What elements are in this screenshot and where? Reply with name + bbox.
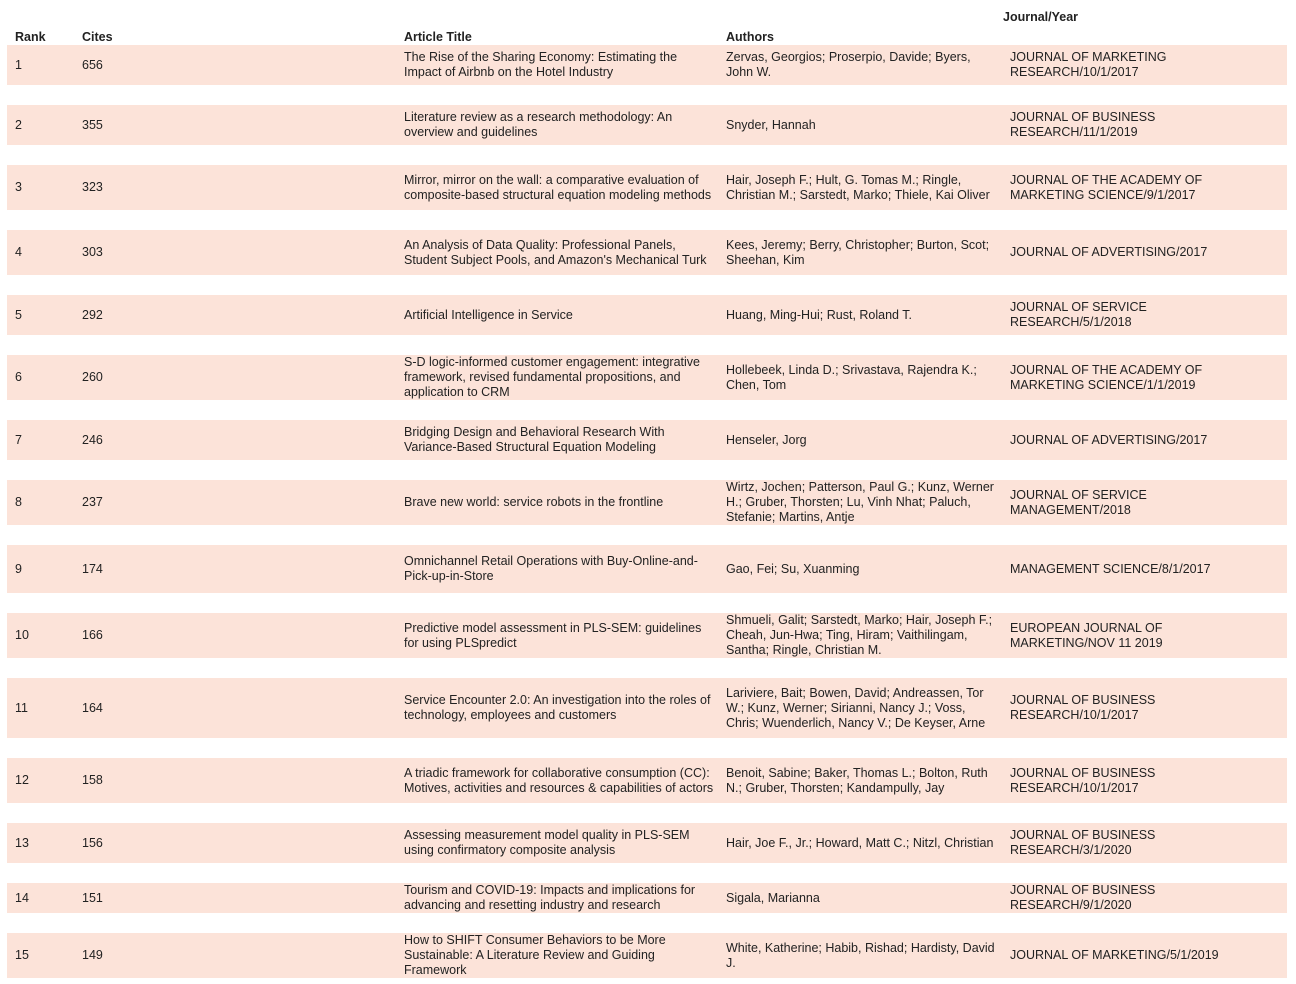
cites-cell: 246	[82, 432, 103, 447]
article-title-cell: How to SHIFT Consumer Behaviors to be More Sustainable: A Literature Review and Guiding Framework	[404, 933, 666, 977]
rank-cell: 13	[15, 835, 29, 850]
authors-cell: Hair, Joe F., Jr.; Howard, Matt C.; Nitzl, Christian	[726, 835, 994, 850]
journal-year-cell: JOURNAL OF MARKETING/5/1/2019	[1010, 948, 1219, 962]
rank-cell: 14	[15, 890, 29, 905]
authors-cell: White, Katherine; Habib, Rishad; Hardisty, David J.	[726, 940, 995, 970]
cites-cell: 156	[82, 835, 103, 850]
column-header-cites: Cites	[82, 30, 113, 44]
authors-cell: Wirtz, Jochen; Patterson, Paul G.; Kunz, Werner H.; Gruber, Thorsten; Lu, Vinh Nhat; Paluch, Stefanie; Martins, Antje	[726, 480, 994, 524]
rank-cell: 1	[15, 57, 22, 72]
cites-cell: 166	[82, 628, 103, 642]
journal-year-cell: MANAGEMENT SCIENCE/8/1/2017	[1010, 561, 1211, 576]
article-title-cell: Assessing measurement model quality in PLS-SEM using confirmatory composite analysis	[404, 828, 690, 857]
column-header-rank: Rank	[15, 30, 46, 44]
journal-year-cell: JOURNAL OF THE ACADEMY OF MARKETING SCIENCE/1/1/2019	[1010, 362, 1203, 392]
article-title-cell: Mirror, mirror on the wall: a comparative evaluation of composite-based structural equation modeling methods	[404, 172, 712, 202]
table-row	[7, 355, 1287, 400]
article-title-cell: Tourism and COVID-19: Impacts and implications for advancing and resetting industry and research	[404, 883, 696, 912]
table-row	[7, 758, 1287, 803]
article-title-cell: Brave new world: service robots in the frontline	[404, 495, 664, 509]
cites-cell: 158	[82, 773, 103, 787]
journal-year-cell: JOURNAL OF BUSINESS RESEARCH/10/1/2017	[1010, 765, 1156, 795]
journal-year-cell: JOURNAL OF SERVICE MANAGEMENT/2018	[1010, 487, 1147, 517]
authors-cell: Henseler, Jorg	[726, 432, 807, 447]
authors-cell: Hollebeek, Linda D.; Srivastava, Rajendra K.; Chen, Tom	[726, 362, 977, 392]
table-row	[7, 933, 1287, 978]
journal-year-cell: JOURNAL OF BUSINESS RESEARCH/11/1/2019	[1010, 110, 1156, 139]
table-row	[7, 105, 1287, 145]
table-row	[7, 230, 1287, 275]
cites-cell: 149	[82, 948, 103, 962]
authors-cell: Hair, Joseph F.; Hult, G. Tomas M.; Ringle, Christian M.; Sarstedt, Marko; Thiele, Kai Oliver	[726, 172, 990, 202]
authors-cell: Sigala, Marianna	[726, 890, 820, 905]
cites-cell: 292	[82, 307, 103, 322]
rank-cell: 5	[15, 307, 22, 322]
cites-cell: 303	[82, 245, 103, 259]
cites-cell: 237	[82, 495, 103, 509]
rank-cell: 2	[15, 117, 22, 132]
rank-cell: 7	[15, 432, 22, 447]
journal-year-cell: JOURNAL OF ADVERTISING/2017	[1010, 245, 1208, 259]
rank-cell: 12	[15, 773, 29, 787]
rank-cell: 4	[15, 245, 22, 259]
authors-cell: Zervas, Georgios; Proserpio, Davide; Byers, John W.	[726, 50, 971, 79]
table-row	[7, 823, 1287, 863]
cites-cell: 323	[82, 180, 103, 194]
rank-cell: 10	[15, 628, 29, 642]
table-row	[7, 883, 1287, 913]
table-row	[7, 45, 1287, 85]
rank-cell: 8	[15, 495, 22, 509]
table-row	[7, 420, 1287, 460]
journal-year-cell: EUROPEAN JOURNAL OF MARKETING/NOV 11 2019	[1010, 620, 1163, 650]
rank-cell: 6	[15, 370, 22, 384]
journal-year-cell: JOURNAL OF SERVICE RESEARCH/5/1/2018	[1010, 300, 1147, 329]
journal-year-cell: JOURNAL OF ADVERTISING/2017	[1010, 432, 1208, 447]
article-title-cell: Artificial Intelligence in Service	[404, 307, 573, 322]
rank-cell: 3	[15, 180, 22, 194]
cites-cell: 656	[82, 57, 103, 72]
table-row	[7, 545, 1287, 593]
article-title-cell: The Rise of the Sharing Economy: Estimating the Impact of Airbnb on the Hotel Industry	[404, 50, 678, 79]
column-header-journal-year: Journal/Year	[1003, 10, 1079, 24]
authors-cell: Shmueli, Galit; Sarstedt, Marko; Hair, Joseph F.; Cheah, Jun-Hwa; Ting, Hiram; Vaithilingam, Santha; Ringle, Christian M.	[726, 613, 993, 657]
authors-cell: Kees, Jeremy; Berry, Christopher; Burton, Scot; Sheehan, Kim	[726, 237, 990, 267]
article-title-cell: Predictive model assessment in PLS-SEM: guidelines for using PLSpredict	[404, 620, 702, 650]
cites-cell: 151	[82, 890, 103, 905]
cites-cell: 355	[82, 117, 103, 132]
table-row	[7, 678, 1287, 738]
journal-year-cell: JOURNAL OF THE ACADEMY OF MARKETING SCIENCE/9/1/2017	[1010, 172, 1203, 202]
column-header-article-title: Article Title	[404, 30, 472, 44]
cites-cell: 260	[82, 370, 103, 384]
authors-cell: Lariviere, Bait; Bowen, David; Andreassen, Tor W.; Kunz, Werner; Sirianni, Nancy J.; Voss, Chris; Wuenderlich, Nancy V.; De Keyser, Arne	[726, 685, 986, 730]
rank-cell: 11	[15, 700, 28, 715]
authors-cell: Huang, Ming-Hui; Rust, Roland T.	[726, 307, 912, 322]
cites-cell: 174	[82, 561, 103, 576]
authors-cell: Gao, Fei; Su, Xuanming	[726, 561, 860, 576]
article-title-cell: Omnichannel Retail Operations with Buy-Online-and-Pick-up-in-Store	[404, 554, 698, 583]
journal-year-cell: JOURNAL OF BUSINESS RESEARCH/10/1/2017	[1010, 693, 1156, 722]
table-row	[7, 165, 1287, 210]
table-row	[7, 613, 1287, 658]
column-header-authors: Authors	[726, 30, 774, 44]
rank-cell: 9	[15, 561, 22, 576]
journal-year-cell: JOURNAL OF BUSINESS RESEARCH/9/1/2020	[1010, 883, 1156, 912]
rank-cell: 15	[15, 948, 29, 962]
article-title-cell: A triadic framework for collaborative consumption (CC): Motives, activities and resources & capabilities of actors	[404, 765, 714, 795]
article-title-cell: An Analysis of Data Quality: Professional Panels, Student Subject Pools, and Amazon's Mechanical Turk	[404, 237, 707, 267]
journal-year-cell: JOURNAL OF BUSINESS RESEARCH/3/1/2020	[1010, 828, 1156, 857]
authors-cell: Benoit, Sabine; Baker, Thomas L.; Bolton, Ruth N.; Gruber, Thorsten; Kandampully, Jay	[726, 765, 988, 795]
article-title-cell: S-D logic-informed customer engagement: integrative framework, revised fundamental propositions, and application to CRM	[404, 355, 700, 399]
authors-cell: Snyder, Hannah	[726, 117, 816, 132]
cites-cell: 164	[82, 700, 103, 715]
article-title-cell: Literature review as a research methodology: An overview and guidelines	[404, 110, 673, 139]
table-row	[7, 295, 1287, 335]
article-title-cell: Service Encounter 2.0: An investigation into the roles of technology, employees and customers	[404, 693, 711, 722]
article-title-cell: Bridging Design and Behavioral Research With Variance-Based Structural Equation Modeling	[404, 425, 665, 454]
table-row	[7, 480, 1287, 525]
journal-year-cell: JOURNAL OF MARKETING RESEARCH/10/1/2017	[1010, 50, 1167, 79]
